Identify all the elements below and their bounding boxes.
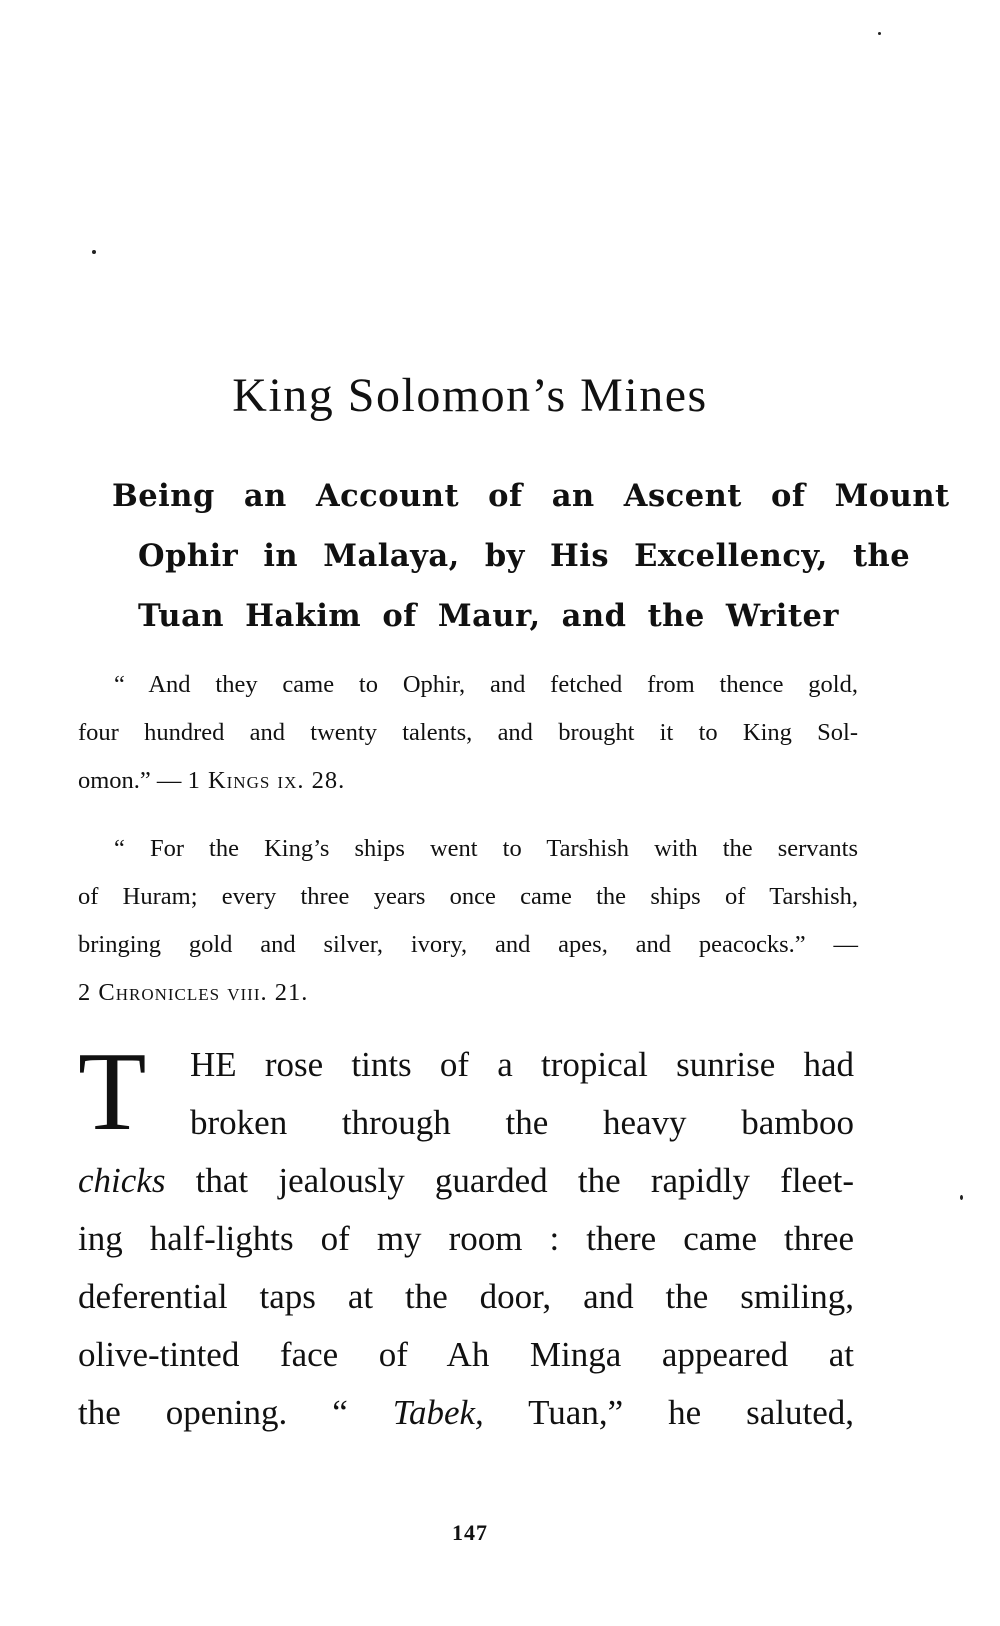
- drop-cap: T: [78, 1030, 147, 1154]
- subtitle-line: Tuan Hakim of Maur, and the Writer: [138, 598, 839, 634]
- page-number: 147: [452, 1520, 488, 1545]
- epigraph-line: bringing gold and silver, ivory, and apes, and peacocks.” —: [78, 931, 858, 958]
- italic-word: Tabek,: [392, 1393, 484, 1432]
- body-text-span: the opening. “: [78, 1393, 393, 1432]
- epigraph-line: “ And they came to Ophir, and fetched from thence gold,: [114, 671, 858, 698]
- chapter-subtitle: [112, 466, 950, 646]
- epigraph-citation: 2 Chronicles viii. 21.: [78, 979, 309, 1006]
- italic-word: chicks: [78, 1161, 166, 1200]
- body-text-span: Tuan,” he saluted,: [483, 1393, 854, 1432]
- epigraph-line: [78, 757, 858, 805]
- body-line: broken through the heavy bamboo: [190, 1103, 854, 1142]
- epigraph-line: four hundred and twenty talents, and brought it to King Sol-: [78, 719, 858, 746]
- epigraph-line: “ For the King’s ships went to Tarshish with the servants: [114, 835, 858, 862]
- body-line: HE rose tints of a tropical sunrise had: [190, 1045, 854, 1084]
- print-speck: [960, 1195, 963, 1200]
- subtitle-line: Being an Account of an Ascent of Mount: [112, 478, 950, 514]
- body-line: [78, 1384, 854, 1442]
- body-paragraph: [78, 1030, 854, 1442]
- epigraph-citation: 1 Kings ix. 28.: [187, 767, 346, 794]
- epigraph-text: omon.” —: [78, 767, 188, 794]
- body-text-span: that jealously guarded the rapidly fleet-: [165, 1161, 854, 1200]
- subtitle-line: Ophir in Malaya, by His Excellency, the: [138, 538, 911, 574]
- body-line: olive-tinted face of Ah Minga appeared at: [78, 1335, 854, 1374]
- epigraph-line: of Huram; every three years once came the ships of Tarshish,: [78, 883, 858, 910]
- print-speck: [878, 32, 881, 35]
- body-line: ing half-lights of my room : there came three: [78, 1219, 854, 1258]
- chapter-title: King Solomon’s Mines: [232, 369, 708, 422]
- body-line: [78, 1152, 854, 1210]
- body-line: deferential taps at the door, and the smiling,: [78, 1277, 854, 1316]
- epigraph-chronicles: [78, 825, 858, 1017]
- print-speck: [92, 250, 96, 254]
- epigraph-kings: [78, 661, 858, 805]
